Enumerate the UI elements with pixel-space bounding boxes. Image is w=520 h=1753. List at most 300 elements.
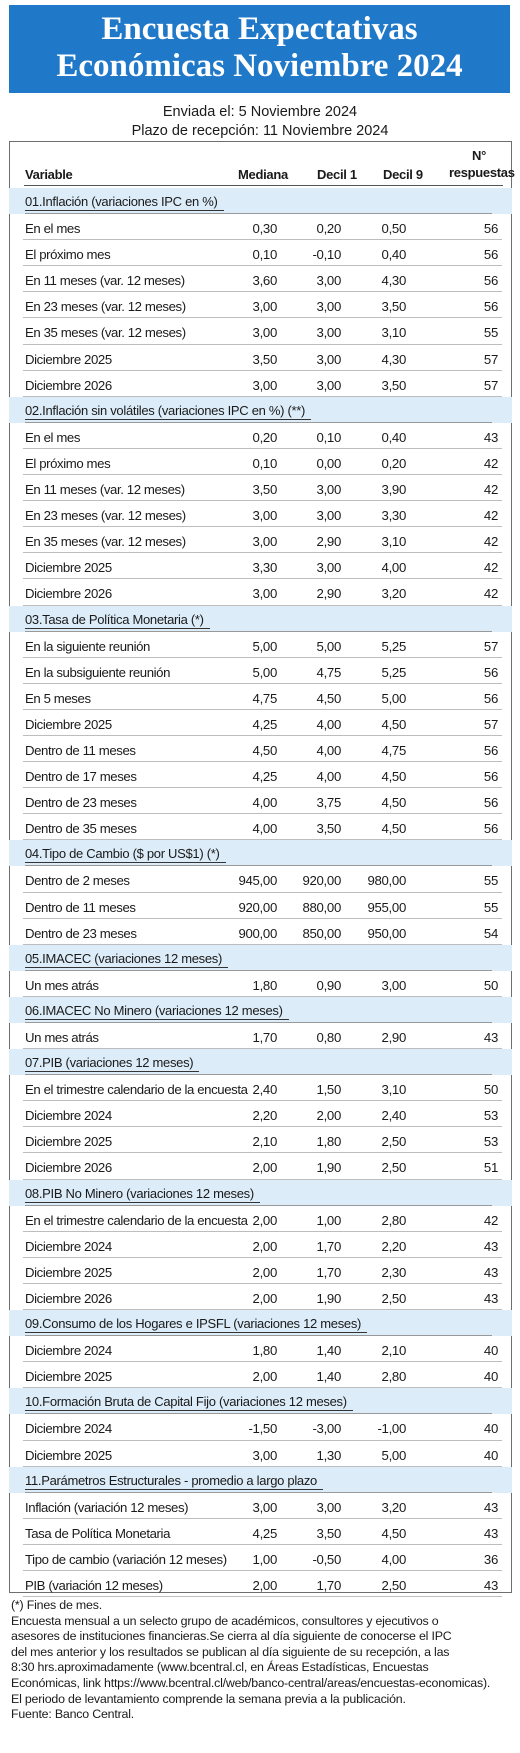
cell-decile-1: 1,70 — [316, 1577, 341, 1593]
table-row — [9, 475, 512, 501]
cell-decile-9: -1,00 — [377, 1421, 406, 1437]
cell-decile-9: 2,90 — [381, 1030, 406, 1045]
header-median: Mediana — [238, 167, 288, 182]
row-label: Diciembre 2026 — [25, 1290, 112, 1306]
cell-responses: 42 — [483, 1212, 498, 1228]
cell-responses: 57 — [483, 716, 498, 732]
cell-decile-9: 0,40 — [381, 429, 406, 445]
cell-median: 3,50 — [252, 351, 277, 367]
cell-decile-1: 3,00 — [316, 482, 341, 498]
cell-median: 4,00 — [252, 821, 277, 837]
cell-median: 945,00 — [238, 873, 277, 889]
table-row — [9, 318, 512, 344]
section-title: 06.IMACEC No Minero (variaciones 12 meses) — [25, 1003, 289, 1020]
footnote-line: asesores de instituciones financieras.Se cierra al día siguiente de conocerse el IPC — [11, 1629, 452, 1644]
cell-responses: 56 — [483, 742, 498, 758]
sent-date: Enviada el: 5 Noviembre 2024 — [162, 104, 358, 120]
cell-decile-1: 1,70 — [316, 1238, 341, 1254]
cell-median: 900,00 — [238, 925, 277, 941]
cell-median: 920,00 — [238, 899, 277, 915]
cell-decile-1: 5,00 — [316, 638, 341, 654]
table-row — [9, 632, 512, 658]
cell-median: 1,70 — [252, 1030, 277, 1045]
header-variable: Variable — [25, 167, 73, 182]
cell-decile-1: 3,00 — [316, 299, 341, 315]
row-label: Dentro de 11 meses — [25, 742, 136, 758]
table-row — [9, 1493, 512, 1519]
table-row — [9, 553, 512, 579]
cell-decile-9: 3,10 — [381, 534, 406, 550]
cell-median: 1,00 — [252, 1551, 277, 1567]
cell-decile-9: 3,00 — [381, 977, 406, 993]
cell-responses: 55 — [483, 899, 498, 915]
cell-decile-1: 3,50 — [316, 1525, 341, 1541]
cell-median: 2,00 — [252, 1290, 277, 1306]
section-header — [9, 1310, 512, 1336]
cell-median: 2,00 — [252, 1369, 277, 1385]
cell-decile-1: 0,10 — [316, 429, 341, 445]
cell-median: 3,00 — [252, 508, 277, 524]
row-label: El próximo mes — [25, 247, 111, 263]
cell-decile-9: 2,80 — [381, 1369, 406, 1385]
footnote-line: Encuesta mensual a un selecto grupo de académicos, consultores y ejecutivos o — [11, 1613, 439, 1628]
row-label: Dentro de 23 meses — [25, 925, 137, 941]
row-label: Un mes atrás — [25, 1030, 99, 1045]
cell-decile-1: 3,00 — [316, 1499, 341, 1515]
section-title: 10.Formación Bruta de Capital Fijo (variaciones 12 meses) — [25, 1394, 353, 1411]
row-label: El próximo mes — [25, 455, 111, 471]
cell-median: 0,20 — [252, 429, 277, 445]
cell-median: 3,00 — [252, 377, 277, 393]
section-title: 09.Consumo de los Hogares e IPSFL (variaciones 12 meses) — [25, 1316, 367, 1333]
footnote-line: Económicas, link https://www.bcentral.cl/web/banco-central/areas/encuestas-economicas). — [11, 1675, 491, 1690]
table-row — [9, 423, 512, 449]
row-label: En 11 meses (var. 12 meses) — [25, 482, 185, 498]
cell-decile-9: 4,00 — [381, 1551, 406, 1567]
table-row — [9, 214, 512, 240]
cell-decile-9: 2,30 — [381, 1264, 406, 1280]
cell-median: 2,00 — [252, 1577, 277, 1593]
cell-decile-1: 3,50 — [316, 821, 341, 837]
cell-decile-1: 3,00 — [316, 377, 341, 393]
footnote-line: El periodo de levantamiento comprende la semana previa a la publicación. — [11, 1691, 406, 1706]
cell-responses: 40 — [483, 1447, 498, 1463]
row-label: En la subsiguiente reunión — [25, 664, 171, 680]
cell-decile-9: 2,50 — [381, 1160, 406, 1176]
cell-median: 3,00 — [252, 1499, 277, 1515]
row-label: Dentro de 2 meses — [25, 873, 130, 889]
cell-decile-1: 1,40 — [316, 1369, 341, 1385]
cell-decile-9: 2,10 — [381, 1343, 406, 1359]
cell-median: 0,10 — [252, 455, 277, 471]
cell-decile-9: 0,50 — [381, 221, 406, 237]
cell-decile-1: 1,40 — [316, 1343, 341, 1359]
cell-median: 4,00 — [252, 795, 277, 811]
cell-median: 2,10 — [252, 1134, 277, 1150]
deadline-date: Plazo de recepción: 11 Noviembre 2024 — [131, 123, 389, 139]
cell-decile-9: 980,00 — [367, 873, 406, 889]
section-header — [9, 1467, 512, 1493]
footnote-line: Fuente: Banco Central. — [11, 1707, 135, 1722]
row-label: Diciembre 2025 — [25, 1369, 112, 1385]
cell-decile-1: 1,50 — [316, 1082, 341, 1098]
cell-median: 3,30 — [252, 560, 277, 576]
cell-decile-9: 0,20 — [381, 455, 406, 471]
table-row — [9, 579, 512, 605]
cell-responses: 55 — [483, 325, 498, 341]
cell-decile-9: 4,30 — [381, 273, 406, 289]
table-row — [9, 893, 512, 919]
row-label: En el mes — [25, 429, 81, 445]
cell-decile-1: -0,50 — [312, 1551, 341, 1567]
cell-decile-1: -0,10 — [312, 247, 341, 263]
row-label: En 23 meses (var. 12 meses) — [25, 508, 186, 524]
cell-responses: 57 — [483, 351, 498, 367]
section-title: 07.PIB (variaciones 12 meses) — [25, 1055, 199, 1072]
cell-decile-9: 0,40 — [381, 247, 406, 263]
section-header — [9, 945, 512, 971]
row-label: Dentro de 35 meses — [25, 821, 137, 837]
cell-responses: 42 — [483, 534, 498, 550]
cell-responses: 40 — [483, 1421, 498, 1437]
cell-decile-9: 4,50 — [381, 716, 406, 732]
row-label: PIB (variación 12 meses) — [25, 1577, 163, 1593]
row-label: Diciembre 2026 — [25, 586, 112, 602]
cell-decile-1: 4,75 — [316, 664, 341, 680]
row-label: Inflación (variación 12 meses) — [25, 1499, 189, 1515]
section-header — [9, 1180, 512, 1206]
table-row — [9, 345, 512, 371]
table-row — [9, 449, 512, 475]
cell-decile-1: 880,00 — [302, 899, 341, 915]
table-row — [9, 1127, 512, 1153]
cell-responses: 42 — [483, 455, 498, 471]
cell-responses: 43 — [483, 1290, 498, 1306]
table-header — [9, 143, 515, 187]
cell-responses: 42 — [483, 508, 498, 524]
cell-decile-1: 0,80 — [316, 1030, 341, 1045]
cell-decile-9: 3,10 — [381, 325, 406, 341]
cell-responses: 56 — [483, 821, 498, 837]
cell-decile-1: 3,75 — [316, 795, 341, 811]
cell-decile-1: 2,90 — [316, 534, 341, 550]
cell-decile-1: 4,00 — [316, 769, 341, 785]
table-row — [9, 788, 512, 814]
cell-median: 3,00 — [252, 586, 277, 602]
cell-median: 5,00 — [252, 664, 277, 680]
section-title: 04.Tipo de Cambio ($ por US$1) (*) — [25, 846, 226, 863]
cell-decile-1: 1,70 — [316, 1264, 341, 1280]
row-label: Tipo de cambio (variación 12 meses) — [25, 1551, 227, 1567]
cell-decile-9: 3,50 — [381, 377, 406, 393]
cell-decile-9: 2,80 — [381, 1212, 406, 1228]
table-row — [9, 971, 512, 997]
cell-median: 3,60 — [252, 273, 277, 289]
section-title: 05.IMACEC (variaciones 12 meses) — [25, 951, 228, 968]
row-label: Diciembre 2024 — [25, 1108, 112, 1124]
cell-median: 5,00 — [252, 638, 277, 654]
header-responses-line-1: N° — [472, 148, 486, 163]
row-label: Diciembre 2024 — [25, 1343, 112, 1359]
table-row — [9, 1441, 512, 1467]
section-header — [9, 1049, 512, 1075]
cell-decile-9: 950,00 — [367, 925, 406, 941]
cell-median: 0,30 — [252, 221, 277, 237]
row-label: Diciembre 2025 — [25, 1264, 112, 1280]
cell-median: 4,75 — [252, 690, 277, 706]
row-label: En la siguiente reunión — [25, 638, 150, 654]
table-row — [9, 371, 512, 397]
cell-median: 2,00 — [252, 1160, 277, 1176]
table-row — [9, 1545, 512, 1571]
table-row — [9, 1362, 512, 1388]
table-row — [9, 1414, 512, 1440]
cell-decile-9: 5,25 — [381, 638, 406, 654]
cell-decile-9: 3,30 — [381, 508, 406, 524]
cell-median: 2,20 — [252, 1108, 277, 1124]
row-label: Dentro de 17 meses — [25, 769, 137, 785]
cell-responses: 55 — [483, 873, 498, 889]
cell-responses: 51 — [483, 1160, 498, 1176]
cell-decile-1: 2,90 — [316, 586, 341, 602]
cell-responses: 40 — [483, 1343, 498, 1359]
cell-decile-1: 3,00 — [316, 351, 341, 367]
row-label: En 35 meses (var. 12 meses) — [25, 534, 186, 550]
cell-decile-9: 3,90 — [381, 482, 406, 498]
row-label: En el trimestre calendario de la encuesta — [25, 1082, 248, 1098]
cell-responses: 42 — [483, 482, 498, 498]
cell-median: 4,50 — [252, 742, 277, 758]
section-header — [9, 997, 512, 1023]
cell-decile-9: 4,75 — [381, 742, 406, 758]
table-row — [9, 1023, 512, 1049]
cell-median: 4,25 — [252, 716, 277, 732]
cell-median: 3,00 — [252, 299, 277, 315]
table-row — [9, 866, 512, 892]
cell-decile-9: 4,00 — [381, 560, 406, 576]
table-row — [9, 1206, 512, 1232]
cell-decile-9: 4,50 — [381, 769, 406, 785]
header-decile-1: Decil 1 — [317, 167, 357, 182]
cell-responses: 56 — [483, 795, 498, 811]
row-label: Dentro de 11 meses — [25, 899, 136, 915]
cell-responses: 53 — [483, 1134, 498, 1150]
title-line-1: Encuesta Expectativas — [101, 11, 418, 47]
table-row — [9, 1519, 512, 1545]
table-row — [9, 527, 512, 553]
cell-responses: 57 — [483, 638, 498, 654]
cell-median: -1,50 — [248, 1421, 277, 1437]
cell-median: 3,00 — [252, 1447, 277, 1463]
cell-decile-9: 4,30 — [381, 351, 406, 367]
table-body — [9, 188, 512, 1597]
cell-responses: 56 — [483, 664, 498, 680]
table-row — [9, 919, 512, 945]
footnote-line: 8:30 hrs.aproximadamente (www.bcentral.cl, en Áreas Estadísticas, Encuestas — [11, 1660, 429, 1675]
cell-decile-9: 3,10 — [381, 1082, 406, 1098]
cell-decile-9: 3,20 — [381, 586, 406, 602]
row-label: Diciembre 2025 — [25, 1447, 112, 1463]
section-header — [9, 397, 512, 423]
cell-decile-1: 4,00 — [316, 742, 341, 758]
cell-median: 4,25 — [252, 769, 277, 785]
cell-responses: 42 — [483, 586, 498, 602]
row-label: En 5 meses — [25, 690, 91, 706]
cell-responses: 50 — [483, 1082, 498, 1098]
footnote-line: del mes anterior y los resultados se publican al día siguiente de su recepción, a las — [11, 1644, 450, 1659]
cell-responses: 43 — [483, 1577, 498, 1593]
cell-decile-1: 3,00 — [316, 325, 341, 341]
cell-responses: 56 — [483, 299, 498, 315]
cell-decile-1: 1,90 — [316, 1290, 341, 1306]
table-row — [9, 1153, 512, 1179]
cell-decile-1: 1,00 — [316, 1212, 341, 1228]
section-title: 08.PIB No Minero (variaciones 12 meses) — [25, 1186, 260, 1203]
cell-responses: 50 — [483, 977, 498, 993]
cell-decile-1: 3,00 — [316, 508, 341, 524]
cell-decile-9: 4,50 — [381, 795, 406, 811]
table-row — [9, 814, 512, 840]
row-label: Diciembre 2025 — [25, 716, 112, 732]
table-row — [9, 762, 512, 788]
section-header — [9, 188, 512, 214]
cell-decile-9: 4,50 — [381, 1525, 406, 1541]
cell-decile-1: 850,00 — [302, 925, 341, 941]
cell-decile-1: 1,30 — [316, 1447, 341, 1463]
cell-responses: 43 — [483, 1238, 498, 1254]
section-header — [9, 1388, 512, 1414]
table-row — [9, 266, 512, 292]
cell-decile-1: 3,00 — [316, 560, 341, 576]
row-label: Diciembre 2025 — [25, 560, 112, 576]
cell-decile-9: 2,20 — [381, 1238, 406, 1254]
cell-responses: 54 — [483, 925, 498, 941]
table-row — [9, 1258, 512, 1284]
cell-median: 4,25 — [252, 1525, 277, 1541]
table-row — [9, 1232, 512, 1258]
cell-responses: 43 — [483, 1525, 498, 1541]
table-row — [9, 1336, 512, 1362]
cell-decile-9: 3,20 — [381, 1499, 406, 1515]
cell-decile-1: 4,00 — [316, 716, 341, 732]
cell-decile-9: 4,50 — [381, 821, 406, 837]
cell-decile-9: 5,00 — [381, 690, 406, 706]
cell-median: 2,00 — [252, 1212, 277, 1228]
cell-responses: 43 — [483, 1499, 498, 1515]
row-label: Diciembre 2025 — [25, 1134, 112, 1150]
table-row — [9, 501, 512, 527]
cell-responses: 57 — [483, 377, 498, 393]
cell-responses: 56 — [483, 221, 498, 237]
cell-responses: 43 — [483, 1030, 498, 1045]
table-row — [9, 292, 512, 318]
cell-responses: 53 — [483, 1108, 498, 1124]
header-divider — [24, 185, 503, 186]
table-row — [9, 736, 512, 762]
cell-median: 1,80 — [252, 977, 277, 993]
row-label: Diciembre 2026 — [25, 377, 112, 393]
cell-decile-9: 5,00 — [381, 1447, 406, 1463]
cell-decile-1: 2,00 — [316, 1108, 341, 1124]
section-title: 02.Inflación sin volátiles (variaciones IPC en %) (**) — [25, 403, 311, 420]
cell-decile-1: -3,00 — [312, 1421, 341, 1437]
cell-median: 3,00 — [252, 325, 277, 341]
table-row — [9, 684, 512, 710]
table-row — [9, 240, 512, 266]
cell-responses: 43 — [483, 429, 498, 445]
row-label: En 23 meses (var. 12 meses) — [25, 299, 186, 315]
title-banner — [9, 5, 510, 93]
cell-decile-1: 1,90 — [316, 1160, 341, 1176]
table-row — [9, 1571, 512, 1597]
row-label: Diciembre 2024 — [25, 1238, 112, 1254]
cell-decile-1: 3,00 — [316, 273, 341, 289]
row-label: Dentro de 23 meses — [25, 795, 137, 811]
cell-decile-1: 4,50 — [316, 690, 341, 706]
footnotes — [11, 1598, 516, 1723]
cell-median: 3,00 — [252, 534, 277, 550]
section-title: 01.Inflación (variaciones IPC en %) — [25, 194, 224, 211]
cell-decile-9: 5,25 — [381, 664, 406, 680]
footnote-line: (*) Fines de mes. — [11, 1598, 102, 1612]
cell-median: 1,80 — [252, 1343, 277, 1359]
row-label: Un mes atrás — [25, 977, 99, 993]
title-line-2: Económicas Noviembre 2024 — [56, 48, 463, 84]
section-header — [9, 606, 512, 632]
row-label: En 35 meses (var. 12 meses) — [25, 325, 186, 341]
cell-decile-1: 0,90 — [316, 977, 341, 993]
cell-decile-9: 3,50 — [381, 299, 406, 315]
cell-decile-1: 920,00 — [302, 873, 341, 889]
cell-median: 2,00 — [252, 1238, 277, 1254]
row-label: Diciembre 2026 — [25, 1160, 112, 1176]
cell-responses: 56 — [483, 769, 498, 785]
header-responses-line-2: respuestas — [449, 165, 515, 180]
cell-median: 3,50 — [252, 482, 277, 498]
header-decile-9: Decil 9 — [383, 167, 423, 182]
section-title: 11.Parámetros Estructurales - promedio a largo plazo — [25, 1473, 323, 1490]
cell-responses: 56 — [483, 690, 498, 706]
cell-decile-1: 0,20 — [316, 221, 341, 237]
cell-median: 0,10 — [252, 247, 277, 263]
table-row — [9, 1075, 512, 1101]
cell-median: 2,40 — [252, 1082, 277, 1098]
cell-responses: 36 — [483, 1551, 498, 1567]
cell-responses: 56 — [483, 247, 498, 263]
row-label: Diciembre 2024 — [25, 1421, 112, 1437]
row-label: Tasa de Política Monetaria — [25, 1525, 171, 1541]
table-row — [9, 1284, 512, 1310]
section-header — [9, 840, 512, 866]
table-row — [9, 658, 512, 684]
cell-responses: 43 — [483, 1264, 498, 1280]
row-label: En el trimestre calendario de la encuesta — [25, 1212, 248, 1228]
cell-median: 2,00 — [252, 1264, 277, 1280]
cell-responses: 42 — [483, 560, 498, 576]
cell-decile-9: 2,40 — [381, 1108, 406, 1124]
cell-responses: 40 — [483, 1369, 498, 1385]
table-row — [9, 1101, 512, 1127]
row-label: Diciembre 2025 — [25, 351, 112, 367]
cell-decile-9: 2,50 — [381, 1290, 406, 1306]
cell-decile-9: 2,50 — [381, 1134, 406, 1150]
cell-decile-9: 2,50 — [381, 1577, 406, 1593]
cell-decile-9: 955,00 — [367, 899, 406, 915]
row-label: En el mes — [25, 221, 81, 237]
header-responses — [449, 147, 515, 181]
table-row — [9, 710, 512, 736]
cell-decile-1: 1,80 — [316, 1134, 341, 1150]
